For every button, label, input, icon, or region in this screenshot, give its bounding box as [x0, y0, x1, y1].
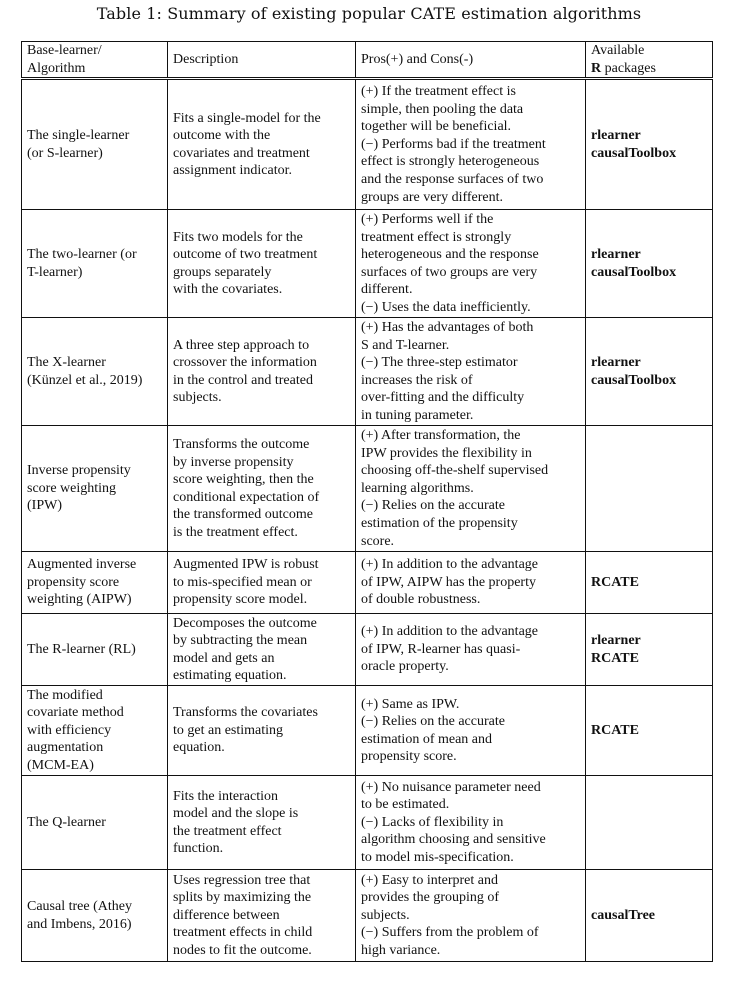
pros-cons-cell	[356, 426, 586, 552]
algorithm-cell	[22, 776, 168, 870]
description-line: subjects.	[173, 390, 222, 406]
pros-cons-line: (−) Suffers from the problem of	[361, 925, 539, 941]
table-row	[22, 870, 713, 962]
pros-cons-line: propensity score.	[361, 749, 457, 765]
algorithm-line: Inverse propensity	[27, 463, 131, 479]
pros-cons-line: in tuning parameter.	[361, 407, 474, 423]
algorithm-cell	[22, 79, 168, 210]
pros-cons-line: (−) Relies on the accurate	[361, 498, 505, 514]
header-row	[22, 42, 713, 79]
table-row	[22, 318, 713, 426]
algorithm-cell	[22, 426, 168, 552]
pros-cons-line: S and T-learner.	[361, 337, 450, 353]
table-row	[22, 686, 713, 776]
algorithm-line: weighting (AIPW)	[27, 592, 132, 608]
pros-cons-line: provides the grouping of	[361, 890, 500, 906]
pros-cons-cell	[356, 318, 586, 426]
pros-cons-line: (−) Relies on the accurate	[361, 714, 505, 730]
description-line: nodes to fit the outcome.	[173, 943, 312, 959]
pros-cons-cell	[356, 686, 586, 776]
description-line: Uses regression tree that	[173, 872, 311, 888]
description-line: the transformed outcome	[173, 507, 313, 523]
algorithm-cell	[22, 318, 168, 426]
description-line: equation.	[173, 740, 225, 756]
pros-cons-cell	[356, 79, 586, 210]
package-name: RCATE	[591, 574, 639, 590]
algorithm-line: (MCM-EA)	[27, 758, 94, 774]
algorithm-cell	[22, 614, 168, 686]
pros-cons-cell	[356, 614, 586, 686]
pros-cons-line: algorithm choosing and sensitive	[361, 832, 546, 848]
algorithm-cell	[22, 686, 168, 776]
pros-cons-line: increases the risk of	[361, 372, 473, 388]
pros-cons-line: heterogeneous and the response	[361, 247, 539, 263]
description-line: difference between	[173, 907, 280, 923]
description-line: outcome of two treatment	[173, 247, 318, 263]
pros-cons-line: (+) Easy to interpret and	[361, 872, 498, 888]
pros-cons-line: (+) Has the advantages of both	[361, 319, 534, 335]
description-line: treatment effects in child	[173, 925, 313, 941]
pros-cons-line: (+) In addition to the advantage	[361, 557, 539, 573]
table-row	[22, 426, 713, 552]
description-cell	[168, 210, 356, 318]
header-description-label: Description	[173, 51, 239, 67]
description-line: conditional expectation of	[173, 489, 320, 505]
pros-cons-cell	[356, 870, 586, 962]
pros-cons-cell	[356, 552, 586, 614]
algorithm-cell	[22, 870, 168, 962]
table-row	[22, 776, 713, 870]
description-cell	[168, 776, 356, 870]
pros-cons-cell	[356, 776, 586, 870]
algorithm-line: score weighting	[27, 480, 117, 496]
header-packages	[586, 42, 713, 79]
algorithm-line: T-learner)	[27, 264, 83, 280]
pros-cons-line: to be estimated.	[361, 797, 450, 813]
pros-cons-line: (+) After transformation, the	[361, 428, 521, 444]
packages-cell	[586, 210, 713, 318]
description-line: Decomposes the outcome	[173, 615, 317, 631]
pros-cons-line: together will be beneficial.	[361, 119, 512, 135]
pros-cons-line: simple, then pooling the data	[361, 101, 524, 117]
package-name: causalToolbox	[591, 264, 677, 280]
description-line: outcome with the	[173, 128, 271, 144]
description-line: to mis-specified mean or	[173, 574, 312, 590]
pros-cons-line: (+) If the treatment effect is	[361, 84, 516, 100]
pros-cons-line: over-fitting and the difficulty	[361, 390, 525, 406]
package-name: RCATE	[591, 650, 639, 666]
pros-cons-line: surfaces of two groups are very	[361, 264, 538, 280]
algorithm-line: The X-learner	[27, 355, 106, 371]
header-packages-line: Available	[591, 43, 645, 58]
description-line: model and the slope is	[173, 806, 299, 822]
description-line: Fits two models for the	[173, 229, 303, 245]
description-line: to get an estimating	[173, 722, 284, 738]
description-line: function.	[173, 841, 224, 857]
pros-cons-line: effect is strongly heterogeneous	[361, 154, 540, 170]
header-pros-cons	[356, 42, 586, 79]
algorithm-line: (IPW)	[27, 498, 62, 514]
pros-cons-line: to model mis-specification.	[361, 850, 514, 866]
pros-cons-line: IPW provides the flexibility in	[361, 445, 532, 461]
algorithm-line: The Q-learner	[27, 814, 106, 830]
description-line: propensity score model.	[173, 592, 308, 608]
header-algorithm-line: Base-learner/	[27, 43, 102, 58]
packages-cell	[586, 614, 713, 686]
package-name: rlearner	[591, 247, 641, 263]
pros-cons-line: treatment effect is strongly	[361, 229, 512, 245]
table-row	[22, 210, 713, 318]
description-line: Fits a single-model for the	[173, 110, 321, 126]
description-line: Transforms the outcome	[173, 436, 310, 452]
pros-cons-line: (−) Uses the data inefficiently.	[361, 299, 531, 315]
description-cell	[168, 870, 356, 962]
pros-cons-line: high variance.	[361, 943, 441, 959]
pros-cons-line: (+) No nuisance parameter need	[361, 779, 541, 795]
algorithm-line: augmentation	[27, 740, 104, 756]
table-row	[22, 614, 713, 686]
description-line: model and gets an	[173, 650, 275, 666]
pros-cons-line: score.	[361, 533, 395, 549]
algorithm-line: (or S-learner)	[27, 145, 103, 161]
description-cell	[168, 79, 356, 210]
description-line: is the treatment effect.	[173, 524, 298, 540]
package-name: rlearner	[591, 355, 641, 371]
algorithm-line: (Künzel et al., 2019)	[27, 372, 143, 388]
pros-cons-line: (−) Lacks of flexibility in	[361, 814, 504, 830]
header-packages-line	[591, 60, 712, 78]
pros-cons-line: (−) The three-step estimator	[361, 355, 518, 371]
package-name: causalTree	[591, 907, 656, 923]
description-line: A three step approach to	[173, 337, 310, 353]
package-name: RCATE	[591, 722, 639, 738]
table-caption: Table 1: Summary of existing popular CATE estimation algorithms	[96, 4, 642, 23]
packages-cell	[586, 79, 713, 210]
description-line: with the covariates.	[173, 282, 283, 298]
algorithm-line: covariate method	[27, 705, 124, 721]
packages-cell	[586, 686, 713, 776]
description-line: by subtracting the mean	[173, 633, 308, 649]
description-line: Fits the interaction	[173, 788, 278, 804]
algorithm-line: The single-learner	[27, 128, 130, 144]
package-name: rlearner	[591, 633, 641, 649]
description-cell	[168, 318, 356, 426]
algorithm-line: and Imbens, 2016)	[27, 916, 132, 932]
pros-cons-line: subjects.	[361, 907, 410, 923]
pros-cons-line: (−) Performs bad if the treatment	[361, 136, 546, 152]
algorithm-line: with efficiency	[27, 722, 112, 738]
pros-cons-line: (+) In addition to the advantage	[361, 624, 539, 640]
pros-cons-line: (+) Performs well if the	[361, 211, 494, 227]
packages-cell	[586, 552, 713, 614]
packages-cell	[586, 318, 713, 426]
pros-cons-line: estimation of the propensity	[361, 516, 518, 532]
description-line: crossover the information	[173, 355, 317, 371]
packages-cell	[586, 426, 713, 552]
algorithm-line: The modified	[27, 687, 103, 703]
description-line: estimating equation.	[173, 668, 287, 684]
header-algorithm	[22, 42, 168, 79]
algorithm-line: Augmented inverse	[27, 557, 137, 573]
description-line: score weighting, then the	[173, 472, 314, 488]
algorithm-cell	[22, 210, 168, 318]
package-name: rlearner	[591, 128, 641, 144]
header-algorithm-line: Algorithm	[27, 60, 86, 76]
package-name: causalToolbox	[591, 145, 677, 161]
description-line: covariates and treatment	[173, 145, 310, 161]
description-line: Augmented IPW is robust	[173, 557, 319, 573]
description-line: by inverse propensity	[173, 454, 294, 470]
description-line: in the control and treated	[173, 372, 313, 388]
algorithm-cell	[22, 552, 168, 614]
header-packages-r: R	[591, 60, 602, 76]
description-cell	[168, 614, 356, 686]
pros-cons-line: of IPW, AIPW has the property	[361, 574, 536, 590]
pros-cons-line: estimation of mean and	[361, 731, 493, 747]
table-body	[22, 79, 713, 962]
algorithm-line: Causal tree (Athey	[27, 899, 132, 915]
header-description	[168, 42, 356, 79]
pros-cons-line: groups are very different.	[361, 189, 504, 205]
pros-cons-line: of double robustness.	[361, 592, 481, 608]
description-line: the treatment effect	[173, 823, 282, 839]
pros-cons-line: choosing off-the-shelf supervised	[361, 463, 549, 479]
pros-cons-cell	[356, 210, 586, 318]
description-cell	[168, 426, 356, 552]
packages-cell	[586, 870, 713, 962]
description-cell	[168, 552, 356, 614]
algorithm-line: propensity score	[27, 574, 120, 590]
cate-summary-table	[21, 41, 713, 962]
packages-cell	[586, 776, 713, 870]
table-row	[22, 79, 713, 210]
description-cell	[168, 686, 356, 776]
header-packages-rest: packages	[601, 60, 656, 76]
algorithm-line: The R-learner (RL)	[27, 641, 136, 657]
pros-cons-line: learning algorithms.	[361, 480, 474, 496]
pros-cons-line: oracle property.	[361, 659, 449, 675]
package-name: causalToolbox	[591, 372, 677, 388]
table-row	[22, 552, 713, 614]
pros-cons-line: of IPW, R-learner has quasi-	[361, 641, 521, 657]
description-line: assignment indicator.	[173, 163, 292, 179]
description-line: groups separately	[173, 264, 272, 280]
pros-cons-line: different.	[361, 282, 413, 298]
pros-cons-line: (+) Same as IPW.	[361, 696, 460, 712]
description-line: splits by maximizing the	[173, 890, 312, 906]
pros-cons-line: and the response surfaces of two	[361, 172, 544, 188]
header-pros-cons-label: Pros(+) and Cons(-)	[361, 51, 474, 67]
description-line: Transforms the covariates	[173, 705, 318, 721]
algorithm-line: The two-learner (or	[27, 247, 137, 263]
